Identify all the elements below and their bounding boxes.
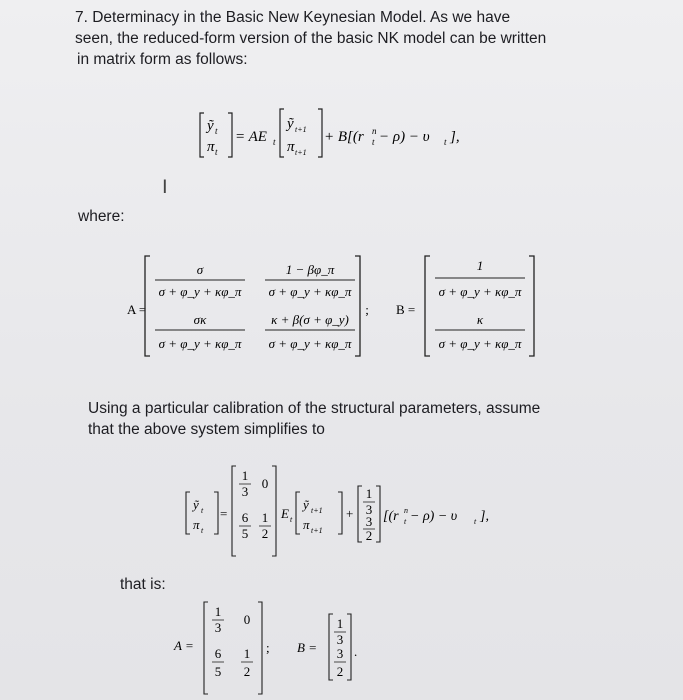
eq3-v1-den: 3: [336, 632, 344, 647]
eq3-A-label: A =: [174, 638, 194, 653]
eq3-m11-den: 3: [214, 620, 222, 635]
a22-num: κ + β(σ + φ_y): [271, 312, 349, 327]
b2-den: σ + φ_y + κφ_π: [438, 336, 522, 351]
a21-num: σκ: [193, 312, 207, 327]
eq2-m11-den: 3: [241, 484, 249, 499]
eq1-rhs-pi: π: [287, 139, 295, 155]
matrix-B-symbolic: [392, 250, 542, 362]
a21-den: σ + φ_y + κφ_π: [158, 336, 242, 351]
a11-num: σ: [196, 262, 204, 277]
problem-title: [75, 7, 575, 70]
eq1-rhs-y: ỹ: [287, 116, 294, 132]
eq1-lhs-pi: π: [207, 139, 215, 155]
eq1-tail2-sub: t: [444, 137, 447, 147]
eq2-E: E: [281, 506, 289, 521]
eq1-AE-sub: t: [273, 137, 276, 147]
b2-num: κ: [476, 312, 484, 327]
eq2-m21-num: 6: [241, 510, 249, 525]
eq2-rhs-pi: π: [303, 517, 310, 532]
eq2-lhs-pi-sub: t: [201, 526, 204, 535]
eq2-equals: =: [220, 506, 228, 521]
eq2-rhs-y-sub: t+1: [311, 506, 323, 515]
eq2-tail-sub: t: [404, 517, 407, 526]
eq1-rhs-y-sub: t+1: [295, 125, 307, 134]
calibrated-equation: [180, 462, 510, 560]
eq2-tail2-sub: t: [474, 517, 477, 526]
matrix-A-symbolic: [115, 250, 375, 362]
matrix-A-separator: ;: [365, 302, 369, 317]
eq1-rhs-pi-sub: t+1: [295, 148, 307, 157]
b1-den: σ + φ_y + κφ_π: [438, 284, 522, 299]
eq2-tail2: − ρ) − υ: [410, 509, 458, 524]
eq3-m12: 0: [243, 612, 251, 627]
a22-den: σ + φ_y + κφ_π: [268, 336, 352, 351]
eq2-v1-den: 3: [365, 502, 373, 517]
eq2-tail-sup: n: [404, 506, 408, 515]
title-line-1: 7. Determinacy in the Basic New Keynesian Model. As we have: [75, 9, 511, 26]
eq2-lhs-y-sub: t: [201, 506, 204, 515]
eq2-lhs-pi: π: [193, 517, 200, 532]
eq2-m22-den: 2: [261, 526, 269, 541]
eq1-lhs-pi-sub: t: [215, 147, 218, 157]
eq1-tail-sub: t: [372, 137, 375, 147]
eq2-plus: +: [346, 506, 354, 521]
eq2-tail3: ],: [480, 509, 489, 524]
eq1-lhs-y-sub: t: [215, 126, 218, 136]
eq3-v1-num: 1: [336, 616, 344, 631]
matrix-B-numeric: [295, 604, 385, 694]
eq2-rhs-pi-sub: t+1: [311, 526, 323, 535]
eq3-v2-num: 3: [336, 646, 344, 661]
eq3-separator: ;: [266, 640, 270, 655]
eq2-v2-num: 3: [365, 514, 373, 529]
title-line-2: seen, the reduced-form version of the basic NK model can be written: [75, 30, 547, 47]
eq3-B-label: B =: [297, 640, 317, 655]
eq2-m11-num: 1: [241, 468, 249, 483]
matrix-B-label: B =: [396, 302, 416, 317]
reduced-form-equation: [190, 105, 490, 165]
eq1-tail2: − ρ) − υ: [379, 129, 430, 145]
eq2-v2-den: 2: [365, 528, 373, 543]
eq3-v2-den: 2: [336, 664, 344, 679]
that-is-label: that is:: [120, 576, 166, 593]
eq1-AE: = AE: [235, 129, 267, 145]
where-label: where:: [78, 208, 125, 225]
eq3-m21-den: 5: [214, 664, 222, 679]
eq3-m11-num: 1: [214, 604, 222, 619]
eq3-m21-num: 6: [214, 646, 222, 661]
calibration-paragraph: [88, 398, 578, 440]
a11-den: σ + φ_y + κφ_π: [158, 284, 242, 299]
a12-den: σ + φ_y + κφ_π: [268, 284, 352, 299]
eq1-lhs-y: ỹ: [207, 118, 214, 134]
eq3-m22-num: 1: [243, 646, 251, 661]
text-cursor-icon: I: [162, 176, 168, 198]
eq2-m22-num: 1: [261, 510, 269, 525]
b1-num: 1: [476, 258, 484, 273]
using-line-2: that the above system simplifies to: [88, 421, 325, 438]
matrix-A-label: A =: [127, 302, 147, 317]
eq3-end: .: [354, 644, 358, 659]
eq2-m21-den: 5: [241, 526, 249, 541]
eq2-E-sub: t: [290, 515, 293, 524]
eq1-tail-sup: n: [372, 126, 377, 136]
a12-num: 1 − βφ_π: [285, 262, 335, 277]
eq3-m22-den: 2: [243, 664, 251, 679]
eq2-tail: [(r: [383, 509, 399, 524]
title-line-3: in matrix form as follows:: [77, 51, 248, 68]
eq2-rhs-y: ỹ: [303, 497, 309, 512]
eq2-v1-num: 1: [365, 486, 373, 501]
eq2-lhs-y: ỹ: [193, 497, 199, 512]
eq1-tail: + B[(r: [324, 129, 364, 145]
eq1-tail3: ],: [450, 129, 460, 145]
using-line-1: Using a particular calibration of the structural parameters, assume: [88, 400, 541, 417]
eq2-m12: 0: [261, 476, 269, 491]
